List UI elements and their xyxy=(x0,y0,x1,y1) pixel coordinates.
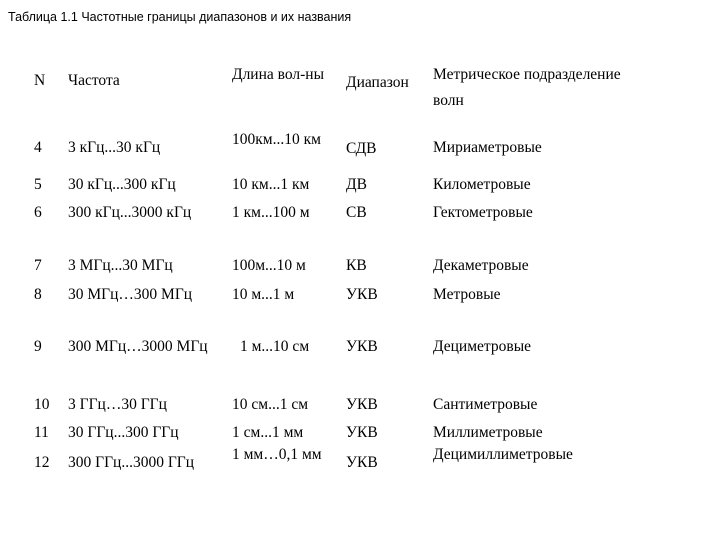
cell-name: Сантиметровые xyxy=(433,396,538,413)
cell-frequency: 3 МГц...30 МГц xyxy=(68,257,173,274)
cell-name: Миллиметровые xyxy=(433,424,543,441)
cell-frequency: 300 ГГц...3000 ГГц xyxy=(68,454,195,471)
cell-n: 8 xyxy=(34,286,42,303)
cell-n: 11 xyxy=(34,424,49,441)
header-band: Диапазон xyxy=(346,74,409,91)
cell-name: Метровые xyxy=(433,286,501,303)
cell-name: Децимиллиметровые xyxy=(433,446,573,463)
cell-name: Километровые xyxy=(433,176,531,193)
cell-n: 12 xyxy=(34,454,50,471)
header-n: N xyxy=(34,72,46,89)
header-frequency: Частота xyxy=(68,72,120,89)
cell-name: Декаметровые xyxy=(433,257,529,274)
cell-band: ДВ xyxy=(346,176,367,193)
cell-name: Гектометровые xyxy=(433,204,533,221)
cell-frequency: 3 кГц...30 кГц xyxy=(68,139,161,156)
cell-n: 4 xyxy=(34,139,42,156)
cell-band: УКВ xyxy=(346,424,378,441)
cell-band: СВ xyxy=(346,204,367,221)
cell-wavelength: 10 см...1 см xyxy=(232,396,309,413)
header-wavelength: Длина вол-ны xyxy=(232,66,325,83)
cell-wavelength: 1 мм…0,1 мм xyxy=(232,446,322,463)
cell-wavelength: 10 км...1 км xyxy=(232,176,310,193)
cell-frequency: 30 кГц...300 кГц xyxy=(68,176,176,193)
cell-wavelength: 100км...10 км xyxy=(232,131,321,148)
header-subdivision-line2: волн xyxy=(433,92,464,109)
cell-n: 9 xyxy=(34,338,42,355)
cell-wavelength: 1 км...100 м xyxy=(232,204,310,221)
cell-n: 10 xyxy=(34,396,50,413)
cell-wavelength: 1 см...1 мм xyxy=(232,424,304,441)
cell-n: 6 xyxy=(34,204,42,221)
cell-n: 7 xyxy=(34,257,42,274)
cell-band: УКВ xyxy=(346,338,378,355)
header-subdivision-line1: Метрическое подразделение xyxy=(433,66,621,83)
cell-band: СДВ xyxy=(346,140,377,157)
cell-frequency: 30 МГц…300 МГц xyxy=(68,286,193,303)
cell-name: Дециметровые xyxy=(433,338,531,355)
cell-band: УКВ xyxy=(346,286,378,303)
cell-wavelength: 100м...10 м xyxy=(232,257,306,274)
cell-frequency: 3 ГГц…30 ГГц xyxy=(68,396,167,413)
table-caption: Таблица 1.1 Частотные границы диапазонов и их названия xyxy=(8,10,352,24)
cell-frequency: 300 кГц...3000 кГц xyxy=(68,204,192,221)
cell-wavelength: 10 м...1 м xyxy=(232,286,295,303)
cell-band: КВ xyxy=(346,257,367,274)
cell-wavelength: 1 м...10 см xyxy=(240,338,310,355)
cell-band: УКВ xyxy=(346,454,378,471)
cell-frequency: 30 ГГц...300 ГГц xyxy=(68,424,179,441)
cell-name: Мириаметровые xyxy=(433,139,542,156)
cell-frequency: 300 МГц…3000 МГц xyxy=(68,338,208,355)
cell-band: УКВ xyxy=(346,396,378,413)
cell-n: 5 xyxy=(34,176,42,193)
